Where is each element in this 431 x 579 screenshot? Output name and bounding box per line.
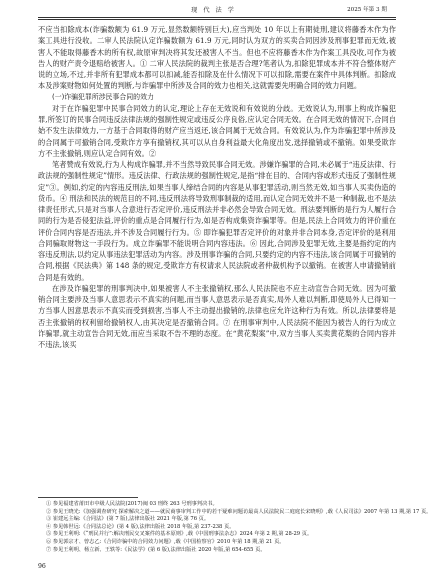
- journal-title: 现 代 法 学: [191, 7, 236, 14]
- paragraph: 不应当扣除成本(诈骗数额为 61.9 万元,显然数额特别巨大),应当判处 10 年以上有期徒刑,建议将藤香木作为作案工具进行没收。二审人民法院认定诈骗数额为 61.9 万元,同时认为双方的买卖合同因涉及刑事犯罪而无效,被害人不能取得藤香木的所有权,故原审判决将其发还被害人不当。但也不应将藤香木作为作案工具没收,可作为被告人的财产责令退赔给被害人。① 二审人民法院的裁判主张是否合理?笔者认为,扣除犯罪成本并不符合整体财产说的立场,不过,并非所有犯罪成本都可以扣减,能否扣除及在什么情况下可以扣除,需要在案件中具体判断。扣除成本及涉案财物如何处置的判断,与诈骗罪中所涉及合同的效力也相关,这就需要先明确合同的效力问题。: [38, 25, 396, 91]
- header-rule: [38, 17, 396, 18]
- footnote: ② 参见王晓光:《加强调查研究 探索解决之道——就民商事审判工作中的若干疑难问题访最高人民法院民二庭庭长宋晓明》,载《人民司法》2007 年第 13 期,第 17 页。: [46, 508, 431, 515]
- footnote: ⑤ 参见王利明:《“刑民并行”:解决刑民交叉案件的基本原则》,载《中国刑事法杂志》2024 年第 2 期,第 28-29 页。: [46, 531, 313, 538]
- footnote: ③ 崔建远主编:《合同法》(第 7 版),法律出版社 2021 年版,第 76 页。: [46, 516, 210, 523]
- page-number: 96: [38, 563, 46, 570]
- footnote: ⑥ 参见郭宗才、曾志乙:《合同诈骗中的合同效力问题》,载《中国检察官》2010 年第 18 期,第 21 页。: [46, 538, 285, 545]
- paragraph: 在涉及诈骗犯罪的刑事判决中,如果被害人不主张撤销权,那么人民法院也不应主动宣告合同无效。因为可撤销合同主要涉及当事人意思表示不真实的问题,而当事人意思表示是否真实,局外人难以判断,即使局外人已得知一方当事人因意思表示不真实而受到损害,当事人不主动提出撤销的,法律也应允许这种行为有效。所以,法律要将是否主张撤销的权利留给撤销权人,由其决定是否撤销合同。⑦ 在刑事审判中,人民法院不能因为被告人的行为成立诈骗罪,就主动宣告合同无效,而应当采取不告不理的态度。在“黄花梨案”中,双方当事人买卖黄花梨的合同内容并不违法,该买: [38, 283, 396, 349]
- footnotes: [46, 501, 431, 554]
- footnote: ⑦ 参见王利明、杨立新、王轶等:《民法学》(第 6 版),法律出版社 2020 年版,第 654-655 页。: [46, 546, 266, 553]
- footnote: ④ 参见韩世远:《合同法总论》(第 4 版),法律出版社 2018 年版,第 237-238 页。: [46, 523, 235, 530]
- footnote-rule: [38, 497, 138, 498]
- paragraph: 笔者赞成有效说,行为人构成诈骗罪,并不当然导致民事合同无效。涉嫌诈骗罪的合同,未必属于“违反法律、行政法规的强制性规定”情形。违反法律、行政法规的强制性规定,是指“排在目的、合同内容或形式违反了强制性规定”③。例如,约定的内容违反刑法,如果当事人缔结合同的内容是从事犯罪活动,则当然无效,如当事人买卖伪造的货币。④ 刑法和民法的规范目的不同,违反刑法将导致刑事制裁的适用,而认定合同无效并不是一种制裁,也不是法律责任形式,只是对当事人合意进行否定评价,违反刑法并非必然会导致合同无效。刑法要判断的是行为人履行合同的行为是否侵犯法益,评价的重点是合同履行行为,如是否构成集资诈骗罪等。但是,民法上合同效力的评价重在评价合同内容是否违法,并不涉及合同履行行为。⑤ 即诈骗犯罪否定评价的对象并非合同本身,否定评价的是利用合同骗取财物这一手段行为。成立诈骗罪不能说明合同内容违法。⑥ 因此,合同涉及犯罪无效,主要是指约定的内容违反刑法,以约定从事违法犯罪活动为内容。涉及刑事诈骗的合同,只要约定的内容不违法,该合同属于可撤销的合同,根据《民法典》第 148 条的规定,受欺诈方有权请求人民法院或者仲裁机构予以撤销。在被害人申请撤销前合同是有效的。: [38, 160, 396, 282]
- header-rule-thin: [38, 19, 396, 20]
- paragraph: 对于在诈骗犯罪中民事合同效力的认定,理论上存在无效说和有效说的分歧。无效说认为,刑事上构成诈骗犯罪,所签订的民事合同违反法律法规的强制性规定或违反公序良俗,应认定合同无效。在合同无效的情况下,合同自始不发生法律效力,一方基于合同取得的财产应当返还,该合同属于无效合同。有效说认为,作为诈骗犯罪中所涉及的合同属于可撤销合同,受欺诈方享有撤销权,其可以从自身利益最大化角度出发,选择撤销或不撤销。如果受欺诈方不主张撤销,则应认定合同有效。②: [38, 103, 396, 158]
- issue-label: 2025 年第 3 期: [347, 7, 387, 13]
- section-heading: (一)诈骗犯罪所涉民事合同的效力: [52, 92, 154, 101]
- body-text: [38, 24, 396, 350]
- footnote: ① 参见福建省莆田市中级人民法院(2017)闽 03 刑终 263 号刑事判决书。: [46, 501, 218, 507]
